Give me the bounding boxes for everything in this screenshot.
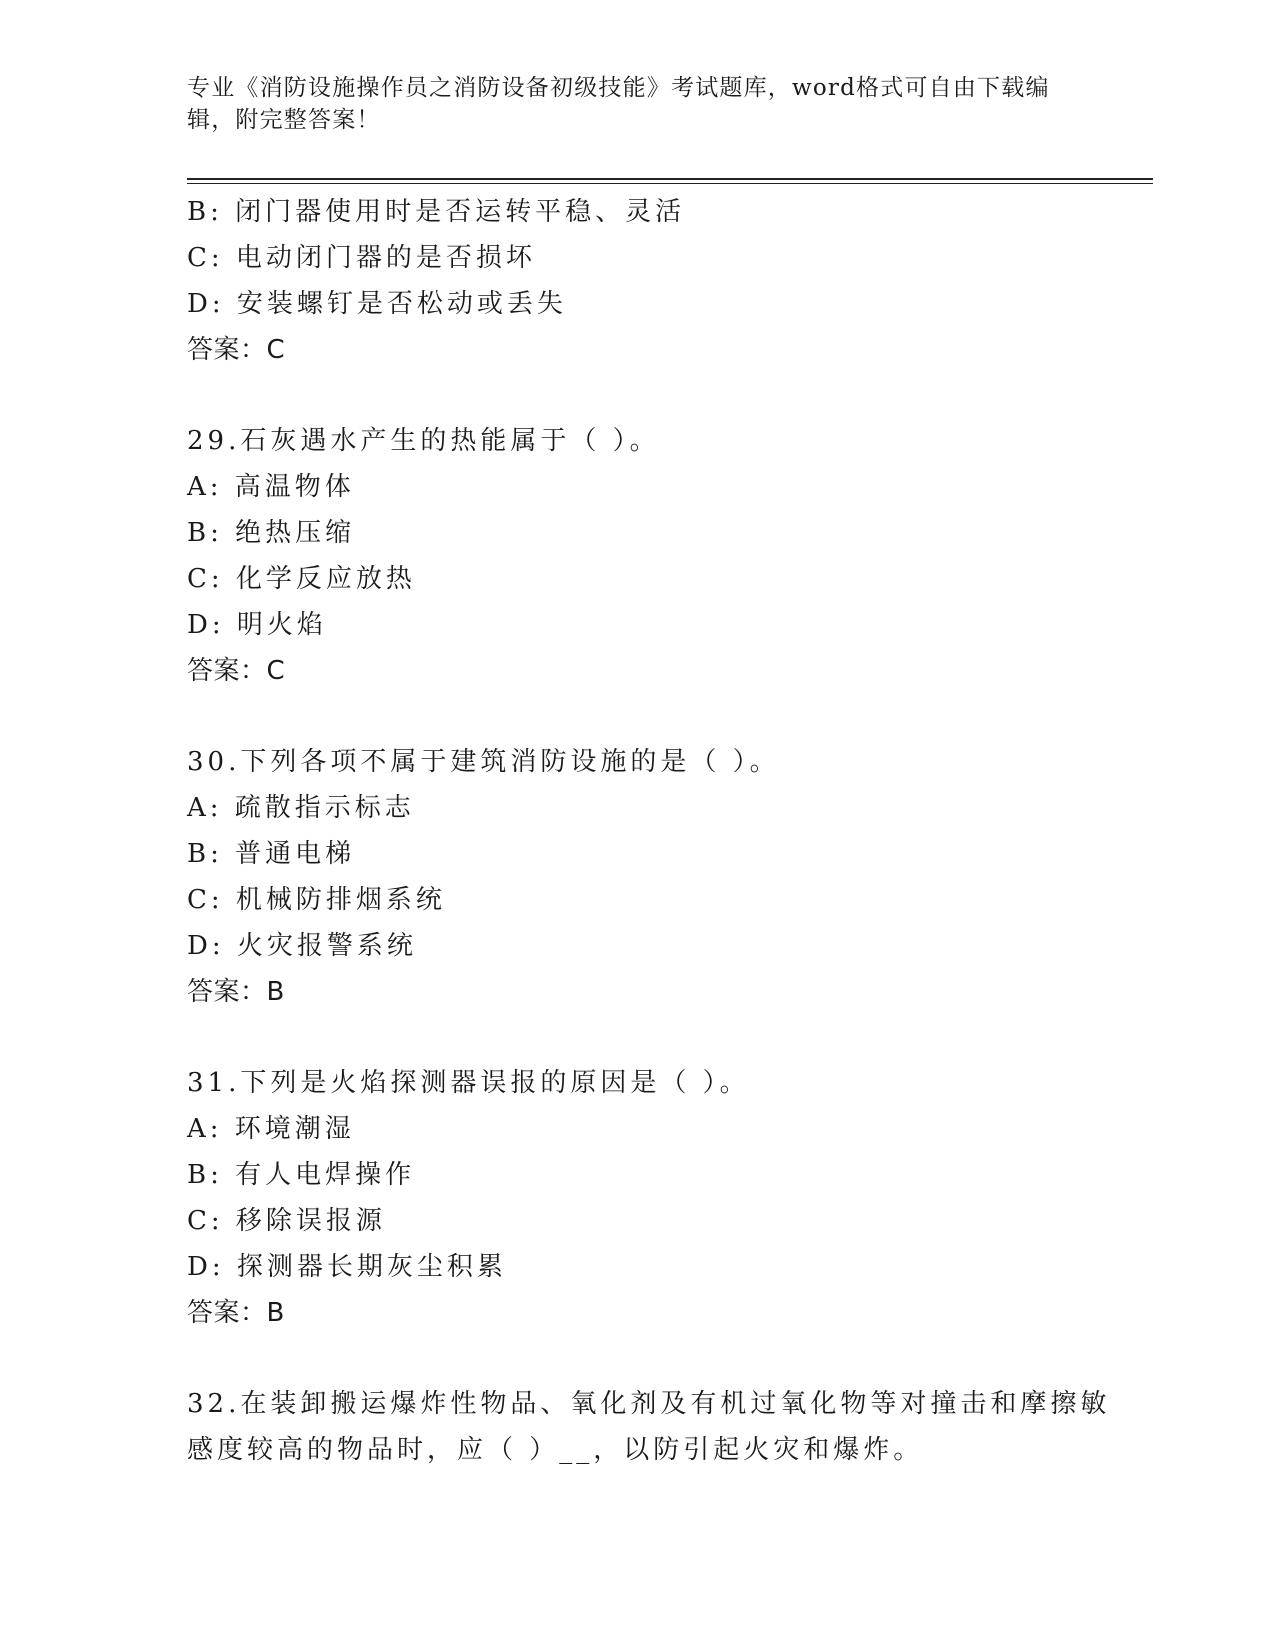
option-c: C: 化学反应放热 (187, 564, 416, 594)
question-spacer (187, 373, 1087, 418)
question-29 (187, 418, 1087, 694)
question-spacer (187, 1015, 1087, 1060)
question-stem-line-2: 感度较高的物品时，应（ ）__，以防引起火灾和爆炸。 (187, 1435, 924, 1465)
option-b: B: 普通电梯 (187, 839, 356, 869)
question-stem: 30.下列各项不属于建筑消防设施的是（ ）。 (187, 747, 780, 777)
answer-line: 答案：C (187, 656, 286, 686)
question-list (187, 189, 1111, 1473)
option-b: B: 绝热压缩 (187, 518, 356, 548)
option-d: D: 安装螺钉是否松动或丢失 (187, 289, 567, 319)
question-spacer (187, 1336, 1087, 1381)
option-d: D: 火灾报警系统 (187, 931, 417, 961)
answer-line: 答案：B (187, 977, 285, 1007)
document-header (187, 72, 1067, 136)
question-30 (187, 739, 1087, 1015)
answer-line: 答案：C (187, 335, 286, 365)
question-stem-line-1: 32.在装卸搬运爆炸性物品、氧化剂及有机过氧化物等对撞击和摩擦敏 (187, 1389, 1111, 1419)
option-c: C: 电动闭门器的是否损坏 (187, 243, 536, 273)
question-spacer (187, 694, 1087, 739)
option-d: D: 探测器长期灰尘积累 (187, 1252, 507, 1282)
option-b: B: 闭门器使用时是否运转平稳、灵活 (187, 197, 686, 227)
answer-line: 答案：B (187, 1298, 285, 1328)
question-28-tail (187, 189, 1087, 373)
question-32 (187, 1381, 1111, 1473)
question-stem: 29.石灰遇水产生的热能属于（ ）。 (187, 426, 660, 456)
option-d: D: 明火焰 (187, 610, 327, 640)
option-b: B: 有人电焊操作 (187, 1160, 416, 1190)
option-a: A: 疏散指示标志 (187, 793, 415, 823)
option-a: A: 高温物体 (187, 472, 355, 502)
option-c: C: 移除误报源 (187, 1206, 386, 1236)
option-a: A: 环境潮湿 (187, 1114, 355, 1144)
header-line-2: 辑，附完整答案！ (187, 107, 381, 133)
header-divider-thin (187, 183, 1153, 184)
header-line-1: 专业《消防设施操作员之消防设备初级技能》考试题库，word格式可自由下载编 (187, 75, 1050, 101)
header-divider-thick (187, 178, 1153, 180)
question-stem: 31.下列是火焰探测器误报的原因是（ ）。 (187, 1068, 750, 1098)
question-31 (187, 1060, 1087, 1336)
option-c: C: 机械防排烟系统 (187, 885, 446, 915)
